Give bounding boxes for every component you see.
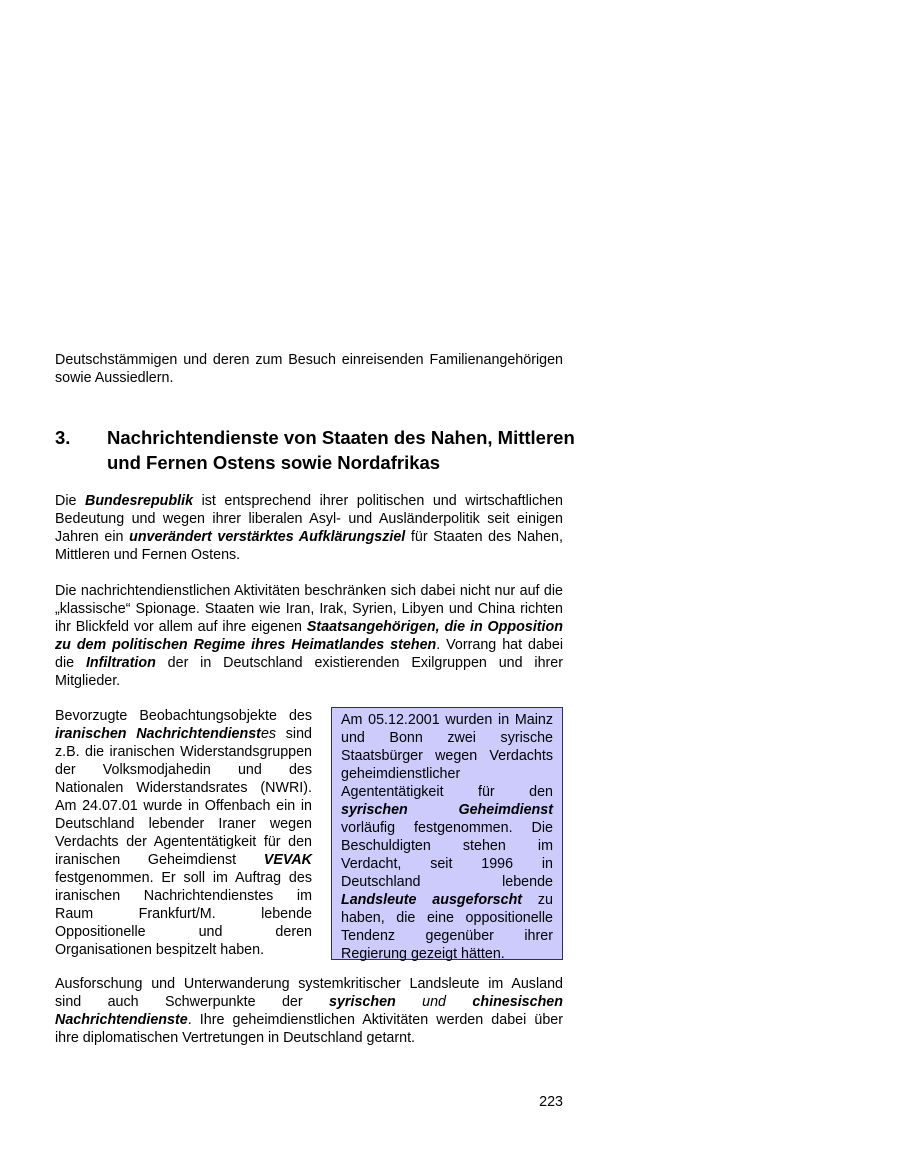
emphasis: Bundesrepublik (85, 493, 194, 509)
emphasis: chinesischen Nachrichtendienste (55, 994, 563, 1028)
paragraph-4: Ausforschung und Unterwanderung systemkritischer Landsleute im Ausland sind auch Schwerpunkte der syrischen und chinesischen Nachrichtendienste. Ihre geheimdienstlichen Aktivitäten werden dabei über ihre diplomatischen Vertretungen in Deutschland getarnt. (55, 976, 563, 1046)
paragraph-2: Die nachrichtendienstlichen Aktivitäten beschränken sich dabei nicht nur auf die „klassische“ Spionage. Staaten wie Iran, Irak, Syrien, Libyen und China richten ihr Blickfeld vor allem auf ihre eigenen Staatsangehörigen, die in Opposition zu dem politischen Regime ihres Heimatlandes stehen. Vorrang hat dabei die Infiltration der in Deutschland existierenden Exilgruppen und ihrer Mitglieder. (55, 583, 564, 689)
paragraph-1: Die Bundesrepublik ist entsprechend ihrer politischen und wirtschaftlichen Bedeutung und wegen ihrer liberalen Asyl- und Ausländerpolitik seit einigen Jahren ein unverändert verstärktes Aufklärungsziel für Staaten des Nahen, Mittleren und Fernen Ostens. (55, 493, 563, 563)
intro-paragraph: Deutschstämmigen und deren zum Besuch einreisenden Familienangehörigen sowie Aussiedlern. (55, 352, 563, 386)
paragraph-3: Bevorzugte Beobachtungsobjekte des iranischen Nachrichtendienstes sind z.B. die iranischen Widerstandsgruppen der Volksmodjahedin und des Nationalen Widerstandsrates (NWRI). Am 24.07.01 wurde in Offenbach ein in Deutschland lebender Iraner wegen Verdachts der Agententätigkeit für den iranischen Geheimdienst VEVAK festgenommen. Er soll im Auftrag des iranischen Nachrichtendienstes im Raum Frankfurt/M. lebende Oppositionelle und deren Organisationen bespitzelt haben. (55, 708, 312, 958)
emphasis: Infiltration (85, 655, 156, 671)
emphasis: Staatsangehörigen, die in Opposition zu dem politischen Regime ihres Heimatlandes stehen (55, 619, 563, 653)
info-box-text: Am 05.12.2001 wurden in Mainz und Bonn zwei syrische Staatsbürger wegen Verdachts geheimdienstlicher Agententätigkeit für den syrischen Geheimdienst vorläufig festgenommen. Die Beschuldigten stehen im Verdacht, seit 1996 in Deutschland lebende Landsleute ausgeforscht zu haben, die eine oppositionelle Tendenz gegenüber ihrer Regierung gezeigt hätten. (341, 712, 554, 962)
emphasis: unverändert verstärktes Aufklärungsziel (129, 529, 406, 545)
emphasis: syrischen (329, 994, 396, 1010)
emphasis-suffix: es (260, 726, 277, 742)
emphasis: Landsleute ausgeforscht (341, 892, 523, 908)
section-number: 3. (55, 427, 71, 448)
emphasis: syrischen Geheimdienst (341, 802, 553, 818)
info-box (331, 707, 563, 960)
emphasis: iranischen Nachrichtendienst (55, 726, 261, 742)
emphasis-italic: und (395, 994, 473, 1010)
page-number: 223 (539, 1094, 563, 1110)
emphasis: VEVAK (263, 852, 312, 868)
section-title: Nachrichtendienste von Staaten des Nahen, Mittleren und Fernen Ostens sowie Nordafrikas (107, 427, 575, 473)
